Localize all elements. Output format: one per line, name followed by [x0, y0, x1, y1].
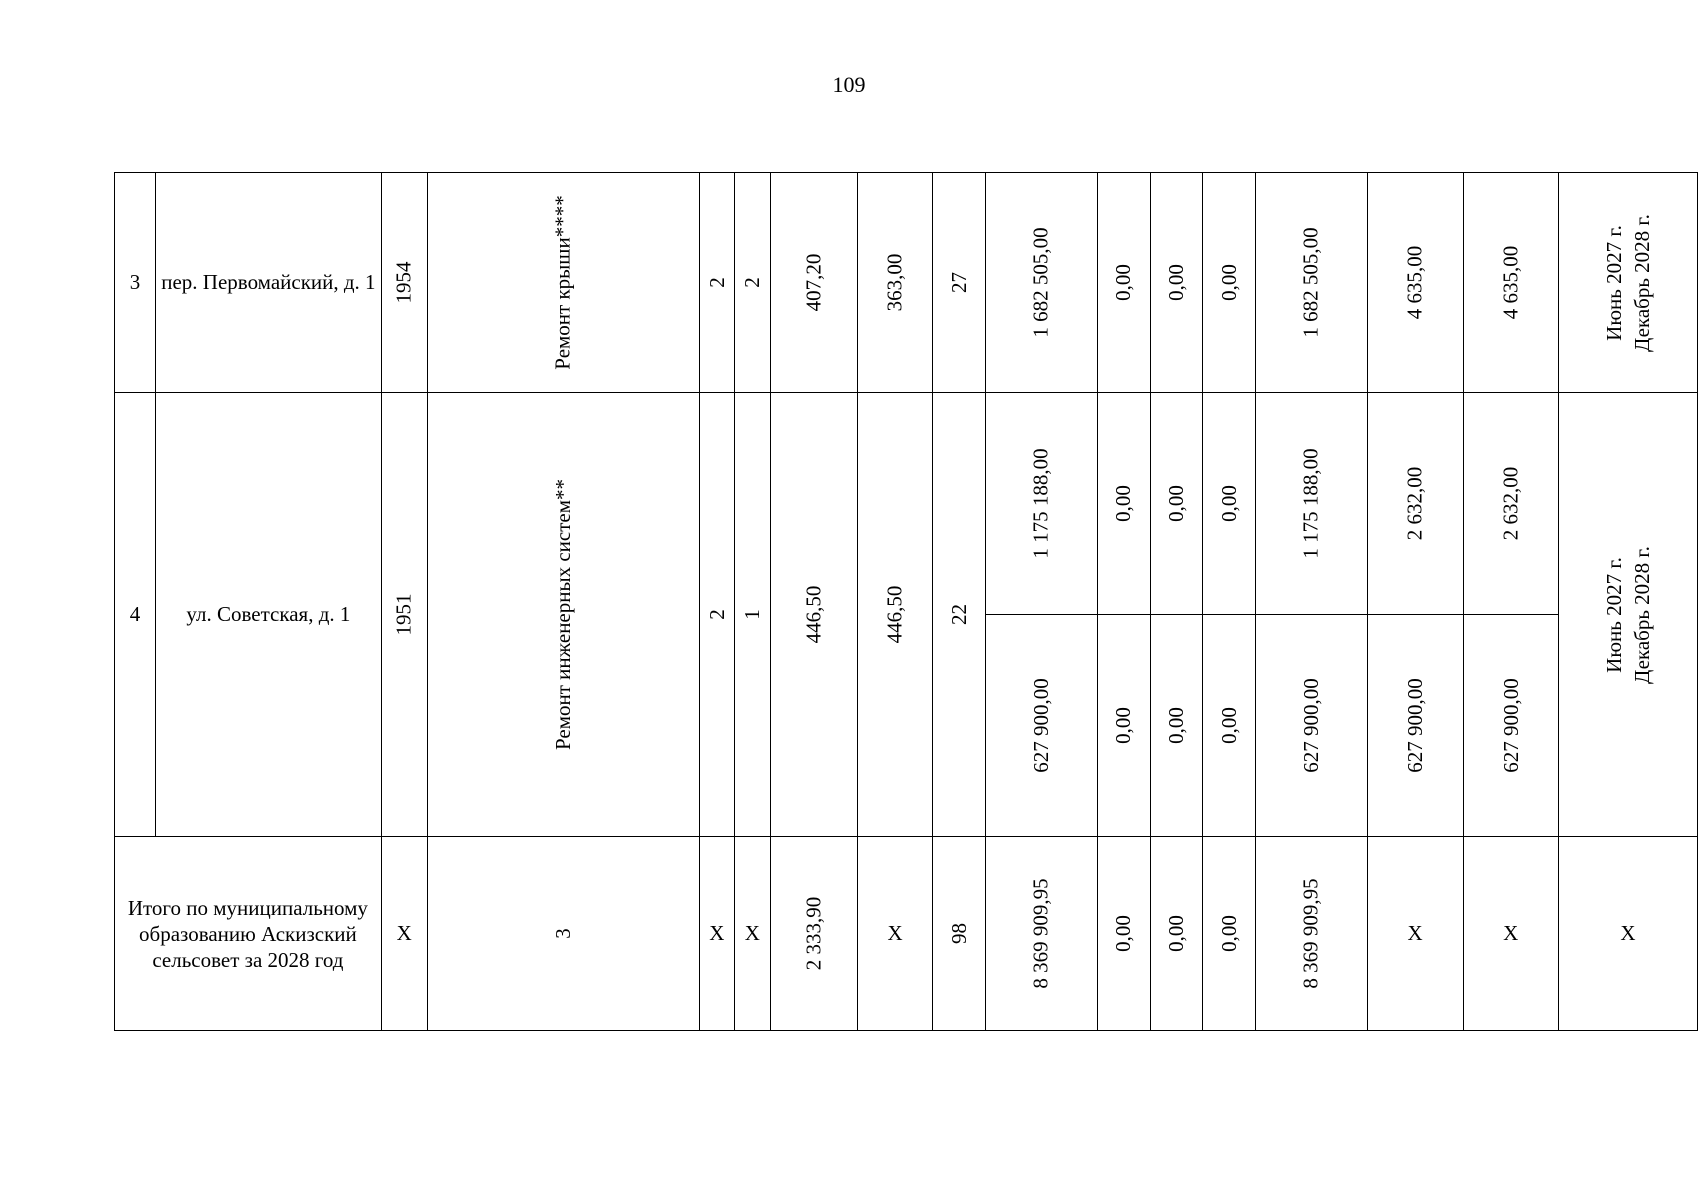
table-row [115, 173, 1698, 393]
value-cell: 2 [699, 393, 734, 837]
build-year-cell: 1954 [381, 173, 427, 393]
unit-cost-max-cell: 627 900,00 [1463, 615, 1559, 837]
cost-cell: 0,00 [1150, 173, 1203, 393]
total-label-cell: Итого по муниципальному образованию Аскизский сельсовет за 2028 год [115, 837, 382, 1031]
cost-cell: 0,00 [1150, 615, 1203, 837]
total-area-cell: 446,50 [770, 393, 857, 837]
cost-cell: 0,00 [1097, 837, 1150, 1031]
cost-total-cell: 8 369 909,95 [986, 837, 1097, 1031]
cost-cell: 0,00 [1097, 173, 1150, 393]
row-number-cell: 3 [115, 173, 156, 393]
residents-cell: 27 [933, 173, 986, 393]
cost-cell: 0,00 [1097, 393, 1150, 615]
cost-total-cell: 1 175 188,00 [986, 393, 1097, 615]
period-cell: Июнь 2027 г. Декабрь 2028 г. [1559, 393, 1698, 837]
total-area-cell: 2 333,90 [770, 837, 857, 1031]
total-area-cell: 407,20 [770, 173, 857, 393]
cost-total-cell: 627 900,00 [986, 615, 1097, 837]
build-year-cell: X [381, 837, 427, 1031]
cost-owners-cell: 627 900,00 [1256, 615, 1367, 837]
residents-cell: 22 [933, 393, 986, 837]
living-area-cell: 446,50 [857, 393, 933, 837]
address-cell: пер. Первомайский, д. 1 [156, 173, 382, 393]
cost-cell: 0,00 [1150, 393, 1203, 615]
table-row [115, 393, 1698, 615]
work-type-cell: Ремонт инженерных систем** [427, 393, 699, 837]
build-year-cell: 1951 [381, 393, 427, 837]
value-cell: 2 [734, 173, 770, 393]
period-cell: Июнь 2027 г. Декабрь 2028 г. [1559, 173, 1698, 393]
cost-owners-cell: 1 682 505,00 [1256, 173, 1367, 393]
unit-cost-max-cell: 4 635,00 [1463, 173, 1559, 393]
address-cell: ул. Советская, д. 1 [156, 393, 382, 837]
cost-cell: 0,00 [1203, 837, 1256, 1031]
cost-owners-cell: 1 175 188,00 [1256, 393, 1367, 615]
cost-cell: 0,00 [1150, 837, 1203, 1031]
work-type-cell: 3 [427, 837, 699, 1031]
living-area-cell: X [857, 837, 933, 1031]
unit-cost-cell: 627 900,00 [1367, 615, 1463, 837]
unit-cost-max-cell: X [1463, 837, 1559, 1031]
repair-schedule-table [114, 172, 1698, 1031]
cost-cell: 0,00 [1203, 393, 1256, 615]
unit-cost-max-cell: 2 632,00 [1463, 393, 1559, 615]
cost-cell: 0,00 [1203, 173, 1256, 393]
row-number-cell: 4 [115, 393, 156, 837]
value-cell: X [734, 837, 770, 1031]
unit-cost-cell: X [1367, 837, 1463, 1031]
table-row-total [115, 837, 1698, 1031]
page-number: 109 [832, 72, 866, 97]
cost-total-cell: 1 682 505,00 [986, 173, 1097, 393]
unit-cost-cell: 4 635,00 [1367, 173, 1463, 393]
cost-owners-cell: 8 369 909,95 [1256, 837, 1367, 1031]
period-cell: X [1559, 837, 1698, 1031]
work-type-cell: Ремонт крыши**** [427, 173, 699, 393]
value-cell: 2 [699, 173, 734, 393]
residents-cell: 98 [933, 837, 986, 1031]
living-area-cell: 363,00 [857, 173, 933, 393]
cost-cell: 0,00 [1097, 615, 1150, 837]
unit-cost-cell: 2 632,00 [1367, 393, 1463, 615]
cost-cell: 0,00 [1203, 615, 1256, 837]
value-cell: X [699, 837, 734, 1031]
value-cell: 1 [734, 393, 770, 837]
